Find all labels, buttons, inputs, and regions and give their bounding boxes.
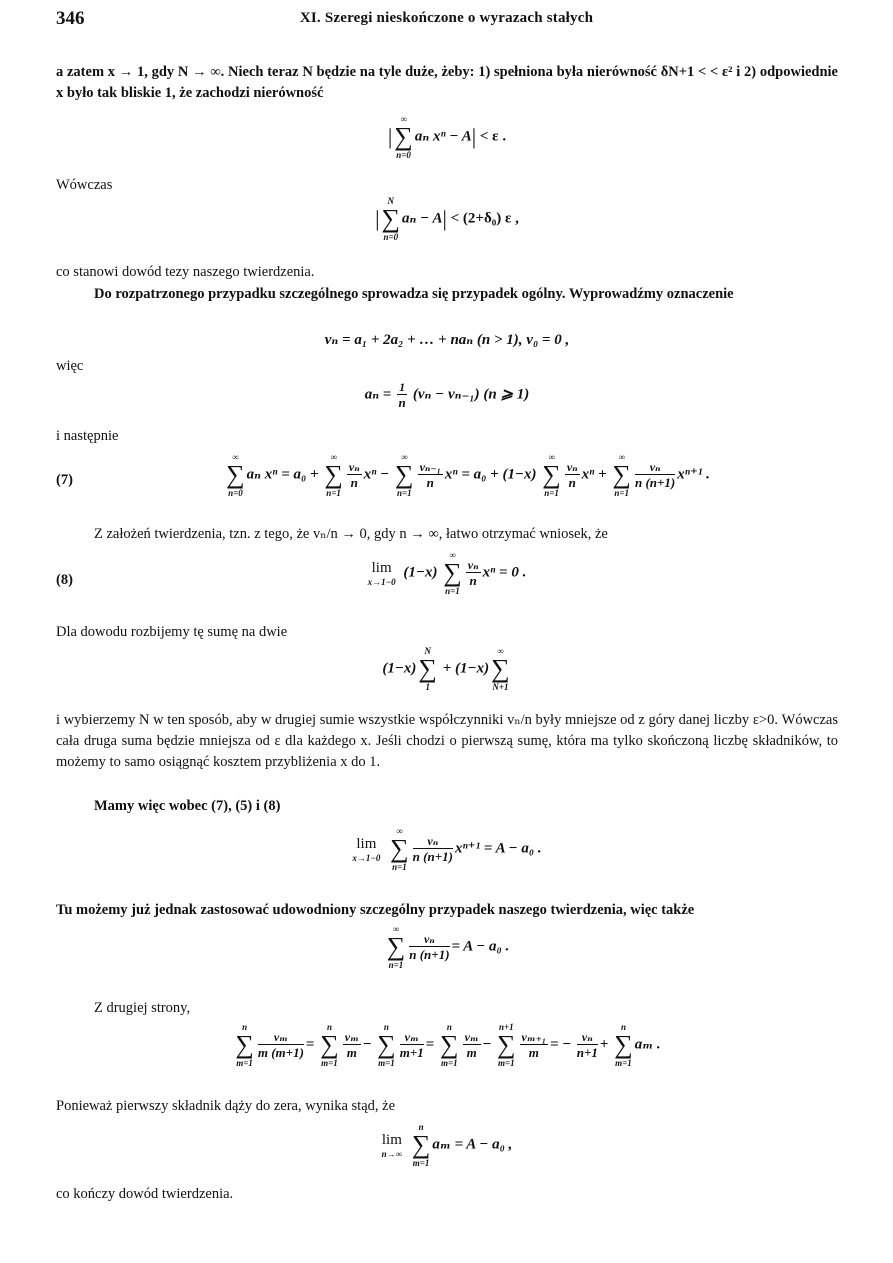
- page-number: 346: [56, 8, 85, 29]
- formula-split-sum: (1−x) N ∑ 1 + (1−x) ∞ ∑ N+1: [382, 646, 510, 692]
- label-nastepnie: i następnie: [56, 428, 119, 444]
- paragraph-1: a zatem x → 1, gdy N → ∞. Niech teraz N będzie na tyle duże, żeby: 1) spełniona była nierówność δN+1 < < ε² i 2) odpowiednie x było tak bliskie 1, że zachodzi nierówność: [56, 64, 838, 101]
- paragraph-8: Tu możemy już jednak zastosować udowodniony szczególny przypadek naszego twierdzenia, więc także: [56, 902, 695, 918]
- formula-7: (7) ∞ ∑ n=0 aₙ xⁿ = a₀ + ∞ ∑ n=1 $\frac{\text{vₙ}}{n}$ xⁿ − ∞ ∑ n=1 $\frac{\text{vₙ₋₁}}{n}$ xⁿ = a₀ + (1−x) ∞ ∑ n=1 $\frac{\text{vₙ}}{n}$ xⁿ + ∞ ∑ n=1 $\frac{\text{vₙ}}{n (n+1)}$ xⁿ⁺¹ .: [56, 452, 710, 498]
- formula-telescoping: n ∑ m=1 $\frac{\text{vₘ}}{m (m+1)}$ = n ∑ m=1 $\frac{\text{vₘ}}{m}$ − n ∑ m=1 $\frac{\text{vₘ}}{m+1}$ = n ∑ m=1 $\frac{\text{vₘ}}{m}$ − n+1 ∑ m=1 $\frac{\text{vₘ₊₁}}{m}$ = − $\frac{\text{vₙ}}{n+1}$ + n ∑ m=1 aₘ .: [235, 1022, 661, 1068]
- paragraph-6: i wybierzemy N w ten sposób, aby w drugiej sumie wszystkie współczynniki vₙ/n były mniejsze od z góry danej liczby ε>0. Wówczas cała druga suma będzie mniejsza od ε dla każdego x. Jeśli chodzi o pierwszą sumę, która ma tylko skończoną liczbę składników, to możemy to samo osiągnąć kosztem przybliżenia x do 1.: [56, 712, 838, 770]
- label-wiec: więc: [56, 358, 84, 374]
- formula-vn-definition: vₙ = a₁ + 2a₂ + … + naₙ (n > 1), v₀ = 0 ,: [324, 332, 570, 348]
- paragraph-9: Z drugiej strony,: [94, 1000, 191, 1016]
- paragraph-4: Z założeń twierdzenia, tzn. z tego, że vₙ/n → 0, gdy n → ∞, łatwo otrzymać wniosek, że: [94, 526, 608, 542]
- formula-8: (8) lim x→1−0 (1−x) ∞ ∑ n=1 $\frac{\text{vₙ}}{n}$ xⁿ = 0 .: [56, 550, 527, 596]
- running-title: XI. Szeregi nieskończone o wyrazach stałych: [299, 10, 594, 26]
- paragraph-7: Mamy więc wobec (7), (5) i (8): [94, 798, 281, 814]
- label-wowczas: Wówczas: [56, 177, 113, 193]
- formula-abs-series: | ∞ ∑ n=0 aₙ xⁿ − A| < ε .: [387, 114, 507, 160]
- formula-an-expression: aₙ = $\frac{1}{n}$ (vₙ − vₙ₋₁) (n ⩾ 1): [364, 380, 530, 410]
- formula-sum-vn: ∞ ∑ n=1 $\frac{\text{vₙ}}{n (n+1)}$ = A − a₀ .: [386, 924, 510, 970]
- paragraph-3: Do rozpatrzonego przypadku szczególnego sprowadza się przypadek ogólny. Wyprowadźmy oznaczenie: [94, 286, 734, 302]
- paragraph-10: Ponieważ pierwszy składnik dąży do zera, wynika stąd, że: [56, 1098, 396, 1114]
- equation-label-8: (8): [56, 572, 73, 588]
- paragraph-11: co kończy dowód twierdzenia.: [56, 1186, 234, 1202]
- formula-partial-sum: | N ∑ n=0 aₙ − A| < (2+δ₀) ε ,: [375, 196, 519, 242]
- formula-final-limit: lim n→∞ n ∑ m=1 aₘ = A − a₀ ,: [381, 1122, 513, 1168]
- paragraph-2: co stanowi dowód tezy naszego twierdzenia.: [56, 264, 315, 280]
- page-header: [56, 8, 837, 30]
- paragraph-5: Dla dowodu rozbijemy tę sumę na dwie: [56, 624, 288, 640]
- formula-limit-vn: lim x→1−0 ∞ ∑ n=1 $\frac{\text{vₙ}}{n (n+1)}$ xⁿ⁺¹ = A − a₀ .: [352, 826, 542, 872]
- equation-label-7: (7): [56, 472, 73, 488]
